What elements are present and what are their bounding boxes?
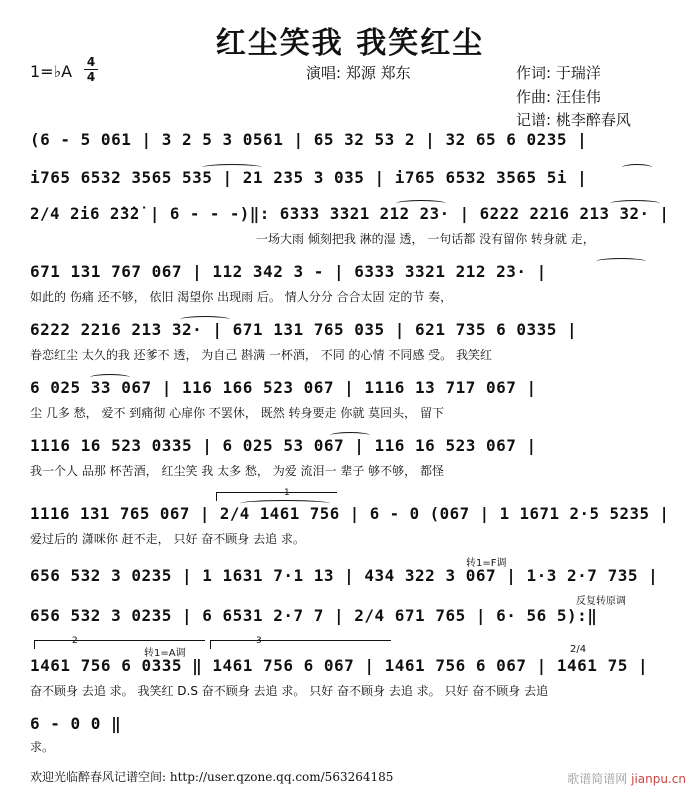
watermark-site-name: 歌谱简谱网 (567, 772, 628, 786)
slur (622, 164, 652, 171)
score-row-5 (30, 320, 670, 368)
score-row-12 (30, 714, 670, 758)
composer-credit: 作曲: 汪佳伟 (516, 88, 601, 106)
transcriber-credit: 记谱: 桃李醉春风 (516, 111, 631, 129)
notation: 6 025 33 067 | 116 166 523 067 | 1116 13 717 067 | (30, 378, 537, 397)
slur (596, 258, 646, 265)
song-title: 红尘笑我 我笑红尘 (215, 26, 485, 61)
notation: 1116 131 765 067 | 2/4 1461 756 | 6 - 0 (067 | 1 1671 2·5 5235 | (30, 504, 670, 523)
score-row-9 (30, 558, 670, 596)
notation: 6 - 0 0 ‖ (30, 714, 122, 733)
footer-link-text: 欢迎光临醉春风记谱空间: http://user.qzone.qq.com/563264185 (30, 770, 394, 784)
score-row-8 (30, 488, 670, 550)
score-row-7 (30, 436, 670, 484)
score-row-11 (30, 636, 670, 706)
ending-bracket-3 (210, 640, 391, 649)
ending-number: 1 (284, 488, 290, 498)
notation: 1461 756 6 0335 ‖ 1461 756 6 067 | 1461 756 6 067 | 1461 75 | (30, 656, 649, 675)
score-row-10 (30, 596, 670, 636)
repeat-note: 反复转原调 (576, 596, 626, 607)
notation: 656 532 3 0235 | 1 1631 7·1 13 | 434 322 3 067 | 1·3 2·7 735 | (30, 566, 659, 585)
notation: 656 532 3 0235 | 6 6531 2·7 7 | 2/4 671 765 | 6· 56 5):‖ (30, 606, 598, 625)
ending-number: 2 (72, 636, 78, 646)
time-signature (84, 56, 98, 83)
watermark (567, 770, 686, 787)
score-row-2 (30, 168, 670, 198)
singer-credit: 演唱: 郑源 郑东 (306, 64, 411, 82)
lyrics: 奋不顾身 去追 求。 我笑红 D.S 奋不顾身 去追 求。 只好 奋不顾身 去追 求。 只好 奋不顾身 去追 (30, 684, 549, 698)
notation: (6 - 5 061 | 3 2 5 3 0561 | 65 32 53 2 | 32 65 6 0235 | (30, 130, 588, 149)
lyrics: 我一个人 品那 杯苦酒， 红尘笑 我 太多 愁， 为爱 流泪一 辈子 够不够， 都怪 (30, 464, 444, 478)
watermark-domain: jianpu.cn (631, 772, 686, 786)
notation: 6222 2216 213 32· | 671 131 765 035 | 621 735 6 0335 | (30, 320, 578, 339)
notation: 671 131 767 067 | 112 342 3 - | 6333 3321 212 23· | (30, 262, 547, 281)
notation: 2/4 2i6 2̇3̇2̇ | 6 - - -)‖: 6333 3321 212 23· | 6222 2216 213 32· | (30, 204, 670, 223)
lyricist-credit: 作词: 于瑞洋 (516, 64, 601, 82)
lyrics: 爱过后的 潇咪你 赶不走， 只好 奋不顾身 去追 求。 (30, 532, 305, 546)
lyrics: 尘 几多 愁， 爱不 到痛彻 心扉你 不罢休， 既然 转身要走 你就 莫回头， 留下 (30, 406, 444, 420)
lyrics: 眷恋红尘 太久的我 还爹不 透， 为自己 斟满 一杯酒， 不同 的心情 不同感 受。 我笑红 (30, 348, 492, 362)
notation: i765 6532 3565 535 | 21 235 3 035 | i765 6532 3565 5i | (30, 168, 588, 187)
lyrics: 求。 (30, 740, 55, 754)
score-row-1 (30, 130, 670, 160)
time-change: 2/4 (570, 644, 587, 655)
time-top: 4 (86, 55, 96, 69)
modulation-note: 转1=F调 (466, 558, 507, 569)
score-row-4 (30, 262, 670, 310)
lyrics: 一场大雨 倾刻把我 淋的湿 透， 一句话都 没有留你 转身就 走， (256, 232, 595, 246)
key-signature: 1=♭A (30, 62, 73, 81)
ending-number: 3 (256, 636, 262, 646)
lyrics: 如此的 伤痛 还不够， 依旧 渴望你 出现雨 后。 情人分分 合合太固 定的节 奏， (30, 290, 453, 304)
score-row-6 (30, 378, 670, 426)
notation: 1116 16 523 0335 | 6 025 53 067 | 116 16 523 067 | (30, 436, 537, 455)
score-row-3 (30, 204, 670, 252)
time-bottom: 4 (86, 70, 96, 84)
modulation-note: 转1=A调 (144, 648, 186, 659)
